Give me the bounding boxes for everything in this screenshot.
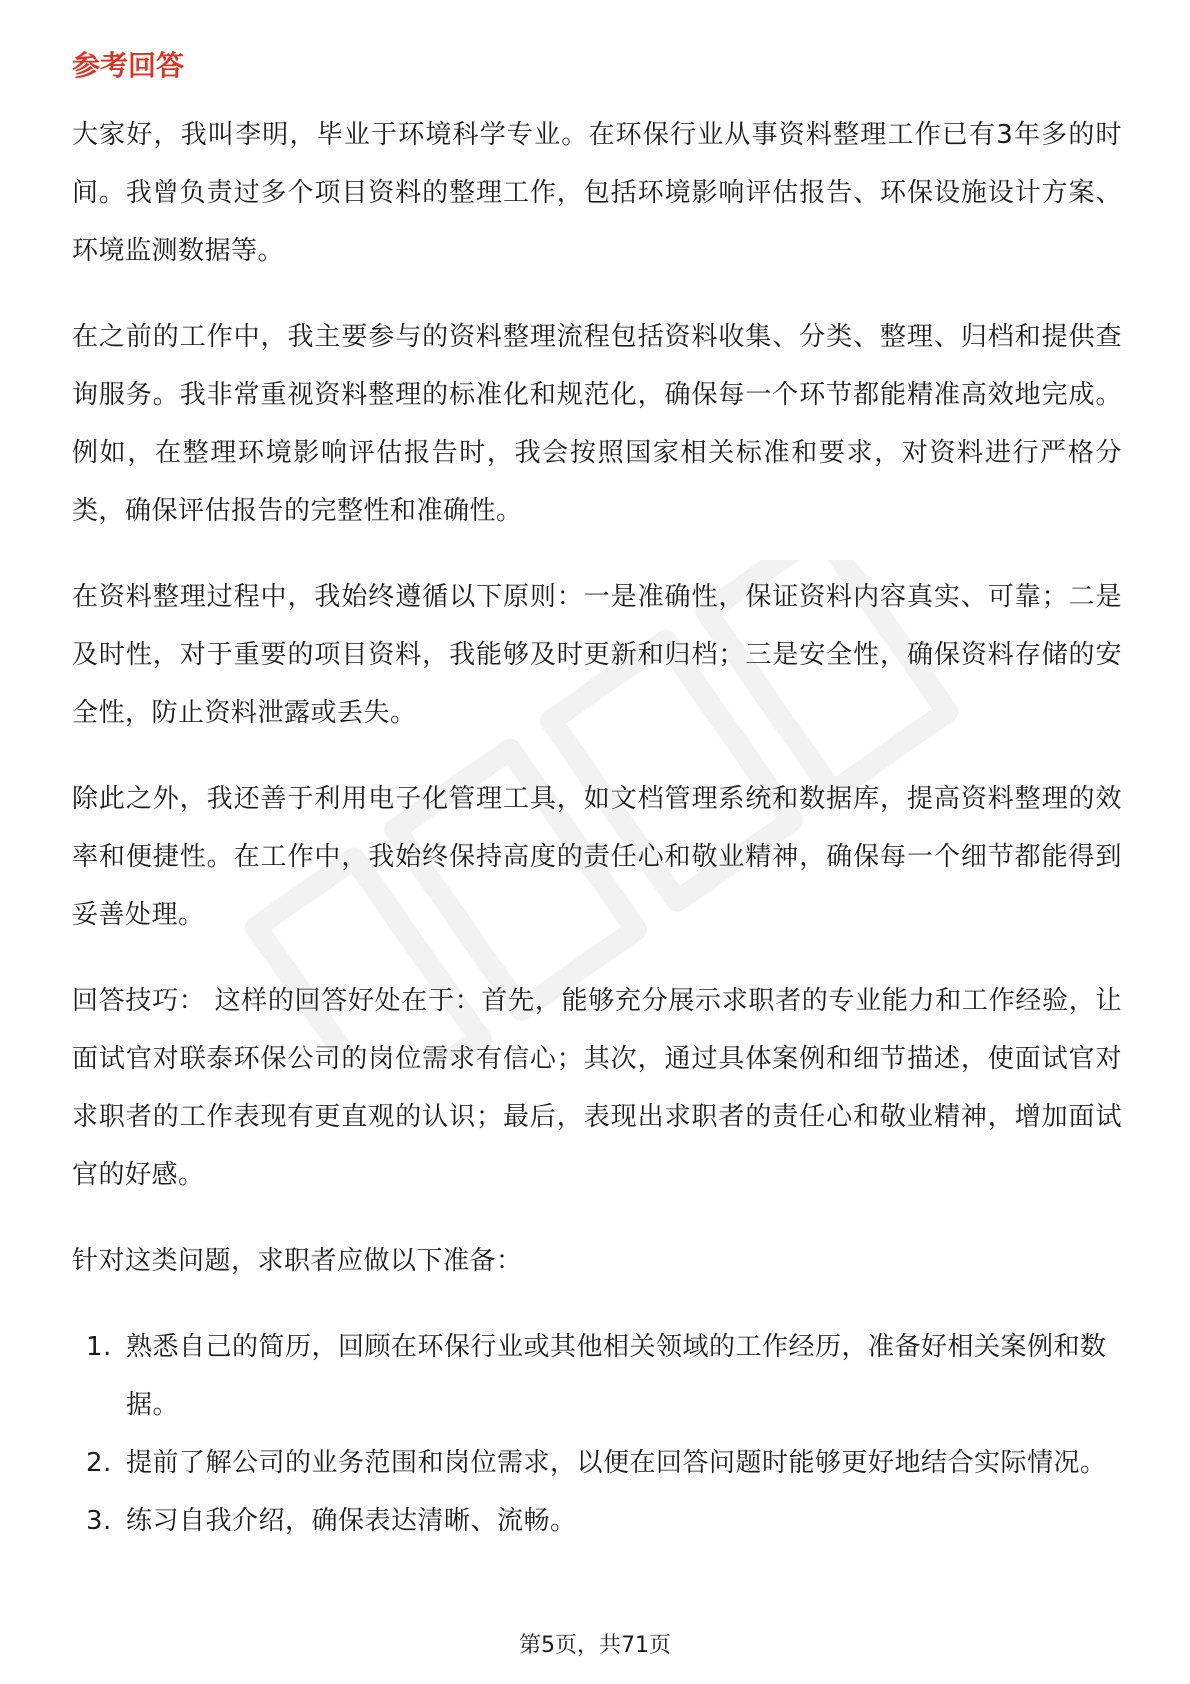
list-text: 练习自我介绍，确保表达清晰、流畅。 — [126, 1506, 577, 1536]
paragraph-preparation: 针对这类问题，求职者应做以下准备： — [72, 1246, 523, 1276]
list-text: 熟悉自己的简历，回顾在环保行业或其他相关领域的工作经历，准备好相关案例和数据。 — [126, 1332, 1107, 1420]
paragraph-tips: 回答技巧： 这样的回答好处在于：首先，能够充分展示求职者的专业能力和工作经验，让面试官对联泰环保公司的岗位需求有信心；其次，通过具体案例和细节描述，使面试官对求职者的工作表现有更直观的认识；最后，表现出求职者的责任心和敬业精神，增加面试官的好感。 — [72, 986, 1122, 1190]
list-item — [72, 1434, 1122, 1492]
preparation-list — [72, 1318, 1122, 1550]
list-item — [72, 1318, 1122, 1434]
list-number: 3. — [86, 1506, 112, 1536]
list-number: 1. — [86, 1332, 112, 1362]
paragraph-principles: 在资料整理过程中，我始终遵循以下原则：一是准确性，保证资料内容真实、可靠；二是及时性，对于重要的项目资料，我能够及时更新和归档；三是安全性，确保资料存储的安全性，防止资料泄露或丢失。 — [72, 582, 1122, 728]
section-heading: 参考回答 — [72, 49, 185, 82]
list-text: 提前了解公司的业务范围和岗位需求，以便在回答问题时能够更好地结合实际情况。 — [126, 1448, 1107, 1478]
page-footer: 第5页，共71页 — [519, 1633, 671, 1658]
content-area — [72, 46, 1122, 1550]
paragraph-tools: 除此之外，我还善于利用电子化管理工具，如文档管理系统和数据库，提高资料整理的效率和便捷性。在工作中，我始终保持高度的责任心和敬业精神，确保每一个细节都能得到妥善处理。 — [72, 784, 1122, 930]
list-item — [72, 1492, 1122, 1550]
list-number: 2. — [86, 1448, 112, 1478]
paragraph-intro: 大家好，我叫李明，毕业于环境科学专业。在环保行业从事资料整理工作已有3年多的时间。我曾负责过多个项目资料的整理工作，包括环境影响评估报告、环保设施设计方案、环境监测数据等。 — [72, 120, 1122, 266]
paragraph-workflow: 在之前的工作中，我主要参与的资料整理流程包括资料收集、分类、整理、归档和提供查询服务。我非常重视资料整理的标准化和规范化，确保每一个环节都能精准高效地完成。例如，在整理环境影响评估报告时，我会按照国家相关标准和要求，对资料进行严格分类，确保评估报告的完整性和准确性。 — [72, 322, 1122, 526]
